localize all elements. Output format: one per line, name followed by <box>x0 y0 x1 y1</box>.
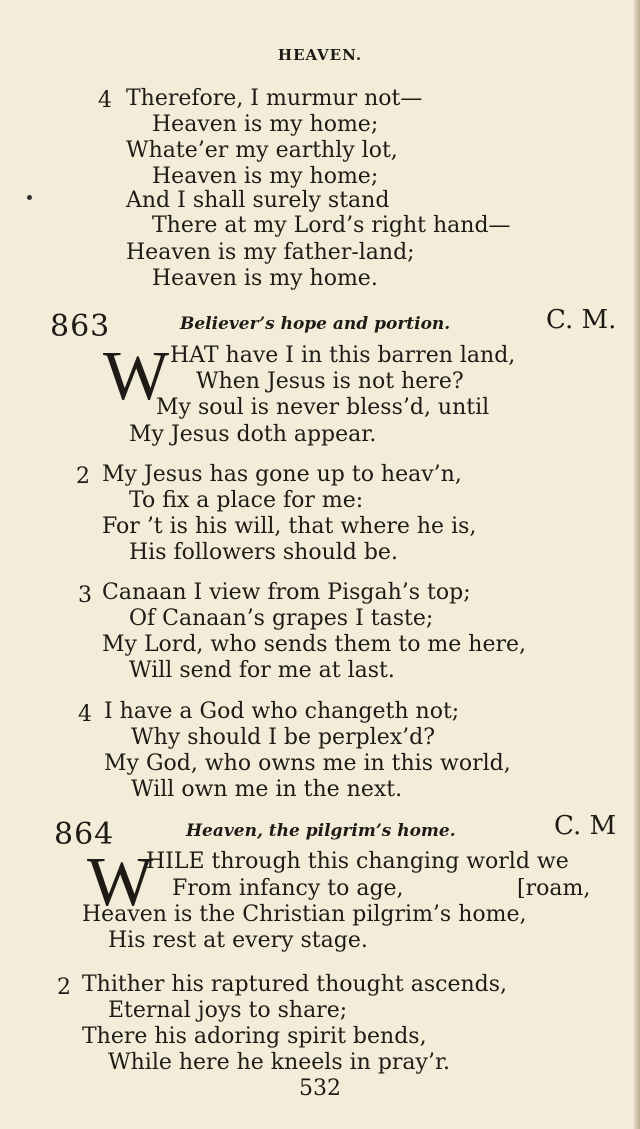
verse-line: I have a God who changeth not; <box>104 699 460 724</box>
verse-line: Heaven is my home; <box>152 112 379 137</box>
verse-number: 2 <box>57 975 71 1000</box>
verse-line: For ’t is his will, that where he is, <box>102 514 477 539</box>
running-header: HEAVEN. <box>277 46 363 64</box>
verse-line: My Jesus has gone up to heav’n, <box>102 462 462 487</box>
verse-line: Will own me in the next. <box>131 777 403 802</box>
verse-line: Therefore, I murmur not— <box>126 86 423 111</box>
verse-line: HILE through this changing world we <box>146 849 569 874</box>
verse-line-turnover: [roam, <box>517 876 591 901</box>
ink-speck <box>27 195 32 200</box>
drop-cap: W <box>103 338 170 415</box>
verse-line: There at my Lord’s right hand— <box>152 213 511 238</box>
hymn-subtitle: Heaven, the pilgrim’s home. <box>186 821 456 841</box>
verse-line: Will send for me at last. <box>129 658 395 683</box>
hymn-meter: C. M <box>554 811 617 841</box>
verse-line: Heaven is my father-land; <box>126 240 415 265</box>
verse-number: 2 <box>76 464 90 489</box>
verse-line: His rest at every stage. <box>108 928 368 953</box>
verse-line: Heaven is my home. <box>152 266 378 291</box>
hymn-number: 863 <box>50 309 111 344</box>
verse-line: Why should I be perplex’d? <box>131 725 436 750</box>
verse-line: My Jesus doth appear. <box>129 422 377 447</box>
hymn-meter: C. M. <box>546 305 617 335</box>
page-number: 532 <box>299 1076 341 1101</box>
verse-line: Heaven is the Christian pilgrim’s home, <box>82 902 527 927</box>
hymn-number: 864 <box>54 817 115 852</box>
verse-line: Whate’er my earthly lot, <box>126 138 398 163</box>
verse-line: My Lord, who sends them to me here, <box>102 632 527 657</box>
verse-line: Of Canaan’s grapes I taste; <box>129 606 434 631</box>
page-edge <box>634 0 640 1129</box>
verse-number: 4 <box>98 88 112 113</box>
verse-number: 3 <box>78 583 92 608</box>
verse-line: Canaan I view from Pisgah’s top; <box>102 580 471 605</box>
verse-line: Eternal joys to share; <box>108 998 348 1023</box>
verse-line: From infancy to age, <box>172 876 404 901</box>
verse-line: There his adoring spirit bends, <box>82 1024 427 1049</box>
verse-line: Heaven is my home; <box>152 164 379 189</box>
verse-line: His followers should be. <box>129 540 398 565</box>
verse-line: Thither his raptured thought ascends, <box>82 972 508 997</box>
verse-number: 4 <box>78 702 92 727</box>
verse-line: To fix a place for me: <box>129 488 364 513</box>
verse-line: My soul is never bless’d, until <box>156 395 490 420</box>
hymn-subtitle: Believer’s hope and portion. <box>180 314 451 334</box>
verse-line: While here he kneels in pray’r. <box>108 1050 451 1075</box>
verse-line: My God, who owns me in this world, <box>104 751 511 776</box>
verse-line: HAT have I in this barren land, <box>170 343 516 368</box>
verse-line: And I shall surely stand <box>126 188 390 213</box>
drop-cap: W <box>87 844 154 921</box>
verse-line: When Jesus is not here? <box>196 369 464 394</box>
